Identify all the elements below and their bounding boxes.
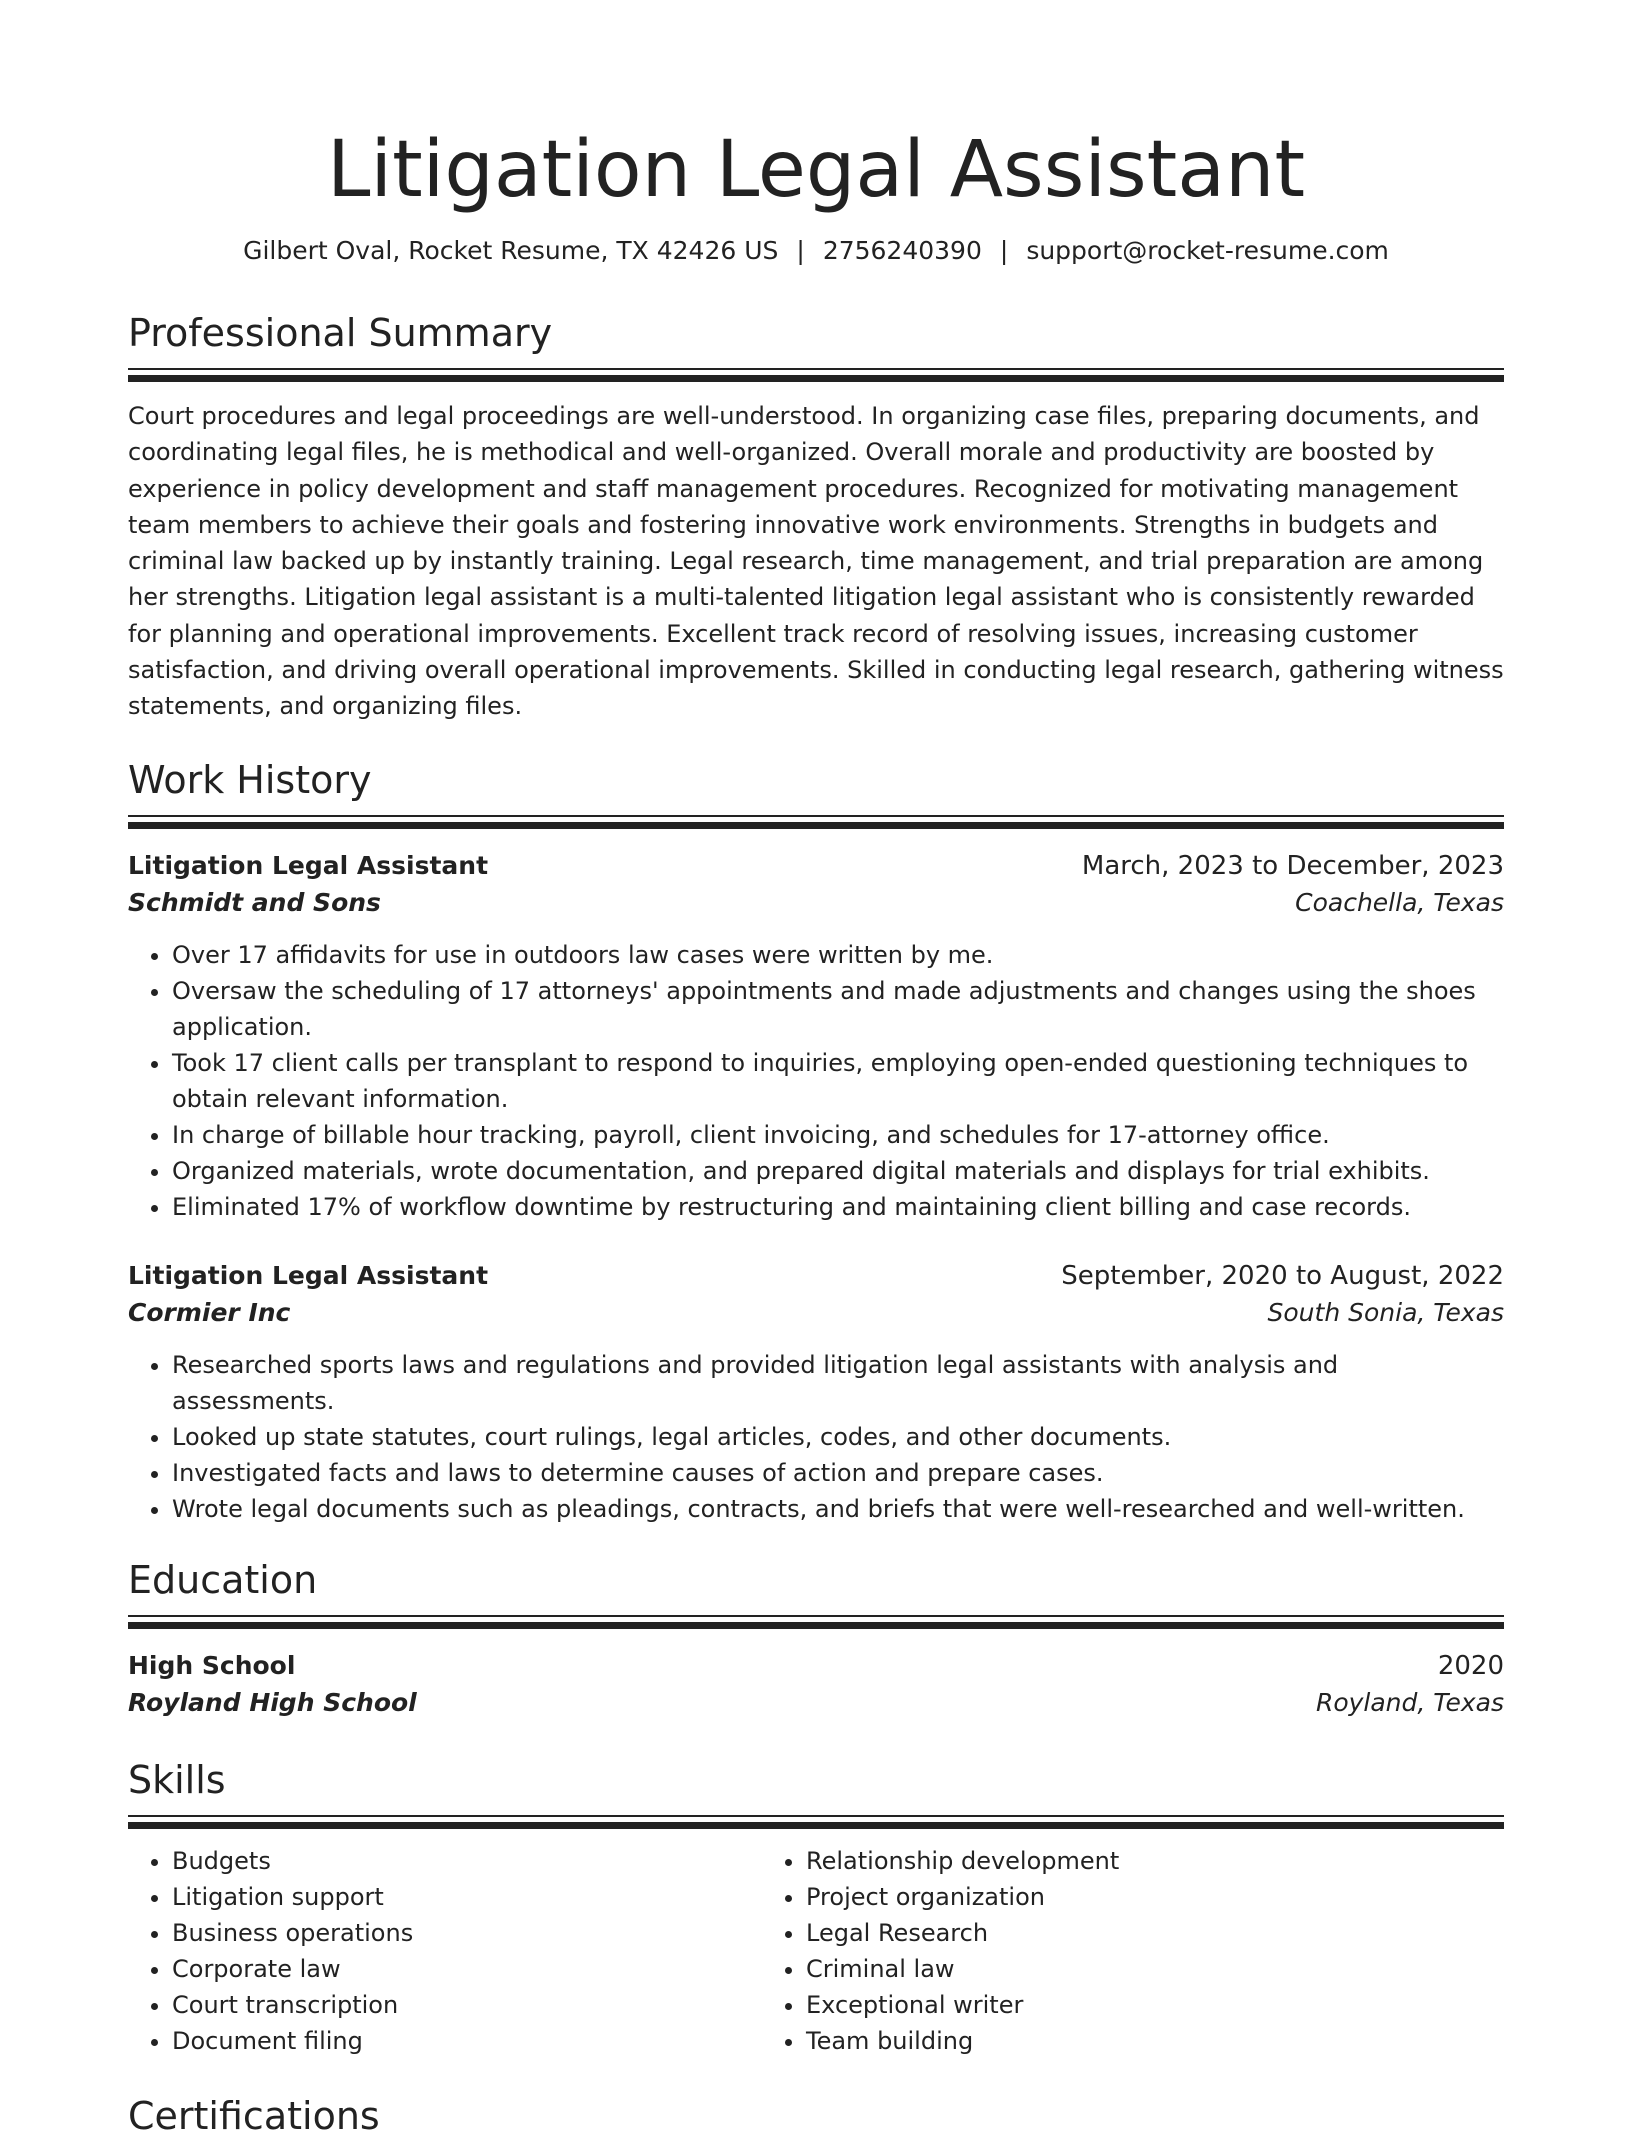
job-location: Coachella, Texas bbox=[1295, 887, 1504, 917]
skill-item: • Legal Research bbox=[806, 1915, 1462, 1951]
section-divider-thick bbox=[128, 1622, 1504, 1629]
job-bullets bbox=[128, 937, 1504, 1225]
job-entry bbox=[128, 849, 1504, 1225]
job-bullet: • In charge of billable hour tracking, payroll, client invoicing, and schedules for 17-attorney office. bbox=[172, 1117, 1504, 1153]
skill-item: • Project organization bbox=[806, 1879, 1462, 1915]
education-section bbox=[128, 1557, 1504, 1723]
job-bullet: • Organized materials, wrote documentation, and prepared digital materials and displays for trial exhibits. bbox=[172, 1153, 1504, 1189]
education-entry bbox=[128, 1649, 1504, 1723]
job-bullet: • Oversaw the scheduling of 17 attorneys' appointments and made adjustments and changes using the shoes application. bbox=[172, 973, 1504, 1045]
section-title-certifications: Certifications bbox=[128, 2093, 380, 2138]
skill-item: • Budgets bbox=[172, 1843, 762, 1879]
resume-name: Litigation Legal Assistant bbox=[326, 125, 1306, 215]
education-year: 2020 bbox=[1437, 1650, 1504, 1681]
education-degree: High School bbox=[128, 1650, 296, 1680]
section-title-work: Work History bbox=[128, 757, 372, 802]
job-bullet: • Took 17 client calls per transplant to respond to inquiries, employing open-ended questioning techniques to obtain relevant information. bbox=[172, 1045, 1504, 1117]
skills-grid bbox=[128, 1843, 1504, 2059]
job-bullets bbox=[128, 1347, 1504, 1527]
skills-column-left bbox=[128, 1843, 762, 2059]
skill-item: • Business operations bbox=[172, 1915, 762, 1951]
job-company: Cormier Inc bbox=[128, 1297, 291, 1327]
section-title-education: Education bbox=[128, 1557, 318, 1602]
section-divider bbox=[128, 815, 1504, 817]
education-location: Royland, Texas bbox=[1315, 1687, 1504, 1717]
contact-address: Gilbert Oval, Rocket Resume, TX 42426 US bbox=[243, 236, 779, 265]
job-dates: March, 2023 to December, 2023 bbox=[1081, 850, 1504, 881]
skill-item: • Criminal law bbox=[806, 1951, 1462, 1987]
contact-separator: | bbox=[796, 236, 805, 265]
skills-section bbox=[128, 1757, 1504, 2059]
job-title: Litigation Legal Assistant bbox=[128, 1260, 489, 1290]
work-history-section bbox=[128, 757, 1504, 1527]
job-company: Schmidt and Sons bbox=[128, 887, 381, 917]
job-bullet: • Eliminated 17% of workflow downtime by restructuring and maintaining client billing and case records. bbox=[172, 1189, 1504, 1225]
certifications-section bbox=[128, 2093, 1504, 2139]
job-bullet: • Over 17 affidavits for use in outdoors law cases were written by me. bbox=[172, 937, 1504, 973]
job-bullet: • Looked up state statutes, court rulings, legal articles, codes, and other documents. bbox=[172, 1419, 1504, 1455]
section-title-summary: Professional Summary bbox=[128, 311, 553, 355]
contact-line bbox=[128, 234, 1504, 268]
job-bullet: • Investigated facts and laws to determine causes of action and prepare cases. bbox=[172, 1455, 1504, 1491]
section-divider bbox=[128, 1615, 1504, 1617]
education-school: Royland High School bbox=[128, 1687, 417, 1717]
job-bullet: • Researched sports laws and regulations and provided litigation legal assistants with analysis and assessments. bbox=[172, 1347, 1504, 1419]
contact-phone: 2756240390 bbox=[822, 236, 982, 265]
section-divider-thick bbox=[128, 822, 1504, 829]
job-bullet: • Wrote legal documents such as pleadings, contracts, and briefs that were well-researched and well-written. bbox=[172, 1491, 1504, 1527]
summary-section bbox=[128, 310, 1504, 725]
skill-item: • Relationship development bbox=[806, 1843, 1462, 1879]
section-divider bbox=[128, 1815, 1504, 1817]
skill-item: • Exceptional writer bbox=[806, 1987, 1462, 2023]
job-dates: September, 2020 to August, 2022 bbox=[1061, 1260, 1504, 1291]
skill-item: • Litigation support bbox=[172, 1879, 762, 1915]
section-divider-thick bbox=[128, 375, 1504, 382]
section-divider bbox=[128, 368, 1504, 370]
skill-item: • Corporate law bbox=[172, 1951, 762, 1987]
section-title-skills: Skills bbox=[128, 1757, 226, 1802]
summary-text: Court procedures and legal proceedings are well-understood. In organizing case files, preparing documents, and coordinating legal files, he is methodical and well-organized. Overall morale and productivity are boosted by experience in policy development and staff management procedures. Recognized for motivating management team members to achieve their goals and fostering innovative work environments. Strengths in budgets and criminal law backed up by instantly training. Legal research, time management, and trial preparation are among her strengths. Litigation legal assistant is a multi-talented litigation legal assistant who is consistently rewarded for planning and operational improvements. Excellent track record of resolving issues, increasing customer satisfaction, and driving overall operational improvements. Skilled in conducting legal research, gathering witness statements, and organizing files. bbox=[128, 402, 1504, 721]
contact-separator: | bbox=[999, 236, 1009, 265]
skill-item: • Team building bbox=[806, 2023, 1462, 2059]
skill-item: • Court transcription bbox=[172, 1987, 762, 2023]
job-location: South Sonia, Texas bbox=[1267, 1297, 1504, 1327]
resume-page bbox=[128, 0, 1504, 2139]
section-divider-thick bbox=[128, 1822, 1504, 1829]
skill-item: • Document filing bbox=[172, 2023, 762, 2059]
skills-column-right bbox=[762, 1843, 1462, 2059]
contact-email: support@rocket-resume.com bbox=[1026, 236, 1389, 265]
job-title: Litigation Legal Assistant bbox=[128, 850, 489, 880]
job-entry bbox=[128, 1259, 1504, 1527]
